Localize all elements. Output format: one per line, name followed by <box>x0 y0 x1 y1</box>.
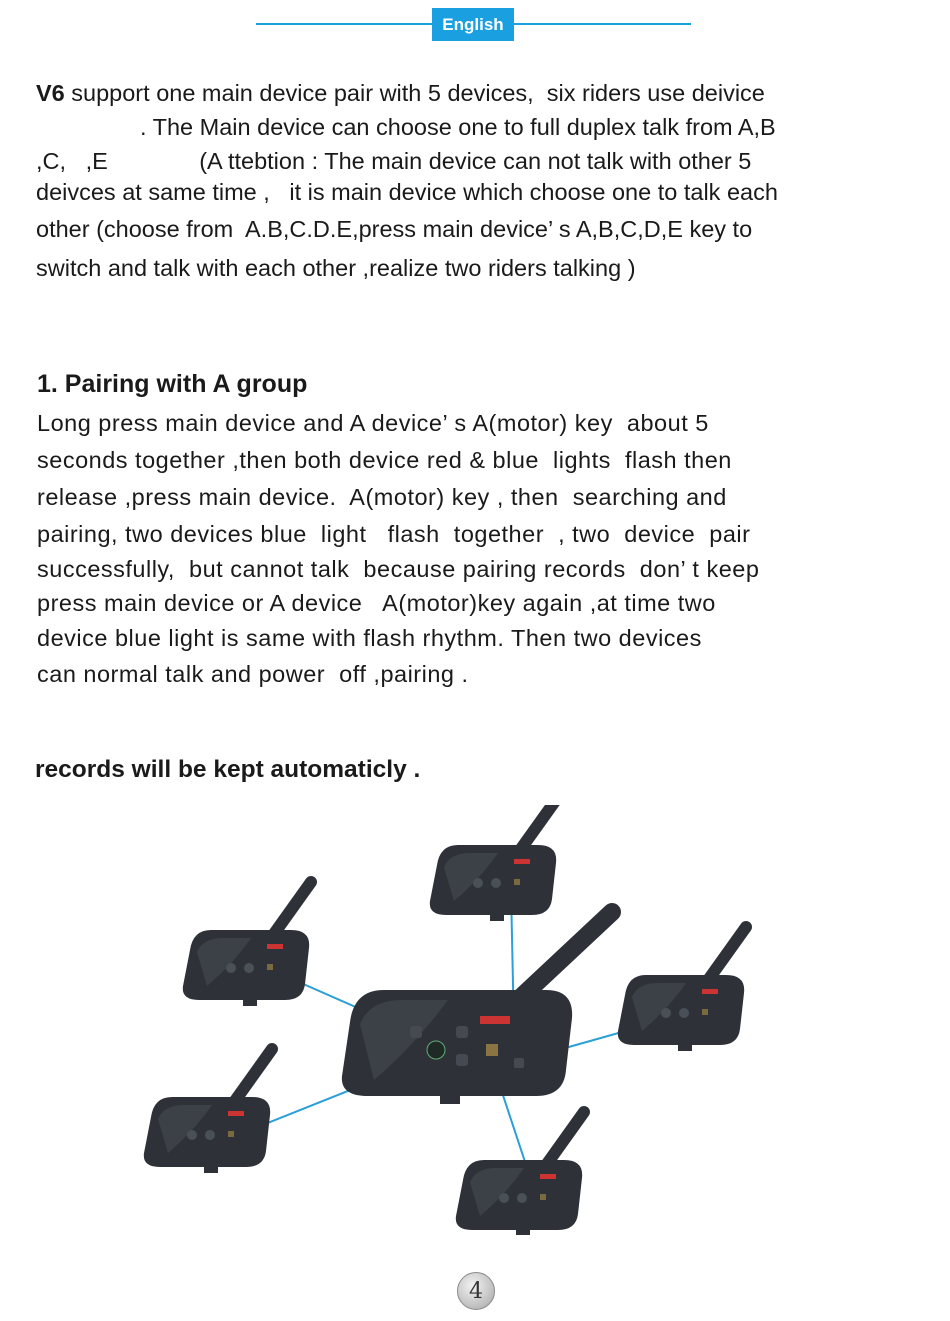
pairing-diagram <box>140 805 820 1235</box>
instruction-line-5: successfully, but cannot talk because pairing records don’ t keep <box>37 556 760 582</box>
device-left <box>183 882 311 1006</box>
instruction-line-1: Long press main device and A device’ s A(motor) key about 5 <box>37 410 709 436</box>
device-top <box>430 805 558 921</box>
intro-line-1 <box>36 80 765 107</box>
page-number-badge: 4 <box>457 1272 495 1310</box>
instruction-line-3: release ,press main device. A(motor) key , then searching and <box>37 484 727 510</box>
device-right <box>618 927 746 1051</box>
section-title: 1. Pairing with A group <box>37 370 308 398</box>
device-bottom <box>456 1112 584 1235</box>
instruction-line-2: seconds together ,then both device red & blue lights flash then <box>37 447 732 473</box>
intro-line-6: switch and talk with each other ,realize two riders talking ) <box>36 255 636 281</box>
records-note: records will be kept automaticly . <box>35 756 421 783</box>
device-lower-left <box>144 1049 272 1173</box>
intro-line-5: other (choose from A.B,C.D.E,press main device’ s A,B,C,D,E key to <box>36 216 753 242</box>
model-name: V6 <box>36 80 65 106</box>
main-device <box>342 912 612 1104</box>
instruction-line-4: pairing, two devices blue light flash together , two device pair <box>37 521 751 547</box>
intro-line-1-text: support one main device pair with 5 devices, six riders use deivice <box>64 80 765 106</box>
instruction-line-6: press main device or A device A(motor)key again ,at time two <box>37 590 716 616</box>
intro-line-4: deivces at same time , it is main device which choose one to talk each <box>36 179 778 205</box>
intro-line-2: . The Main device can choose one to full duplex talk from A,B <box>140 114 776 140</box>
header-rule-right <box>514 23 691 25</box>
header-rule-left <box>256 23 432 25</box>
instruction-line-8: can normal talk and power off ,pairing . <box>37 661 469 687</box>
instruction-line-7: device blue light is same with flash rhythm. Then two devices <box>37 625 702 651</box>
language-badge: English <box>432 8 514 41</box>
intro-line-3: ,C, ,E (A ttebtion : The main device can not talk with other 5 <box>36 148 752 174</box>
